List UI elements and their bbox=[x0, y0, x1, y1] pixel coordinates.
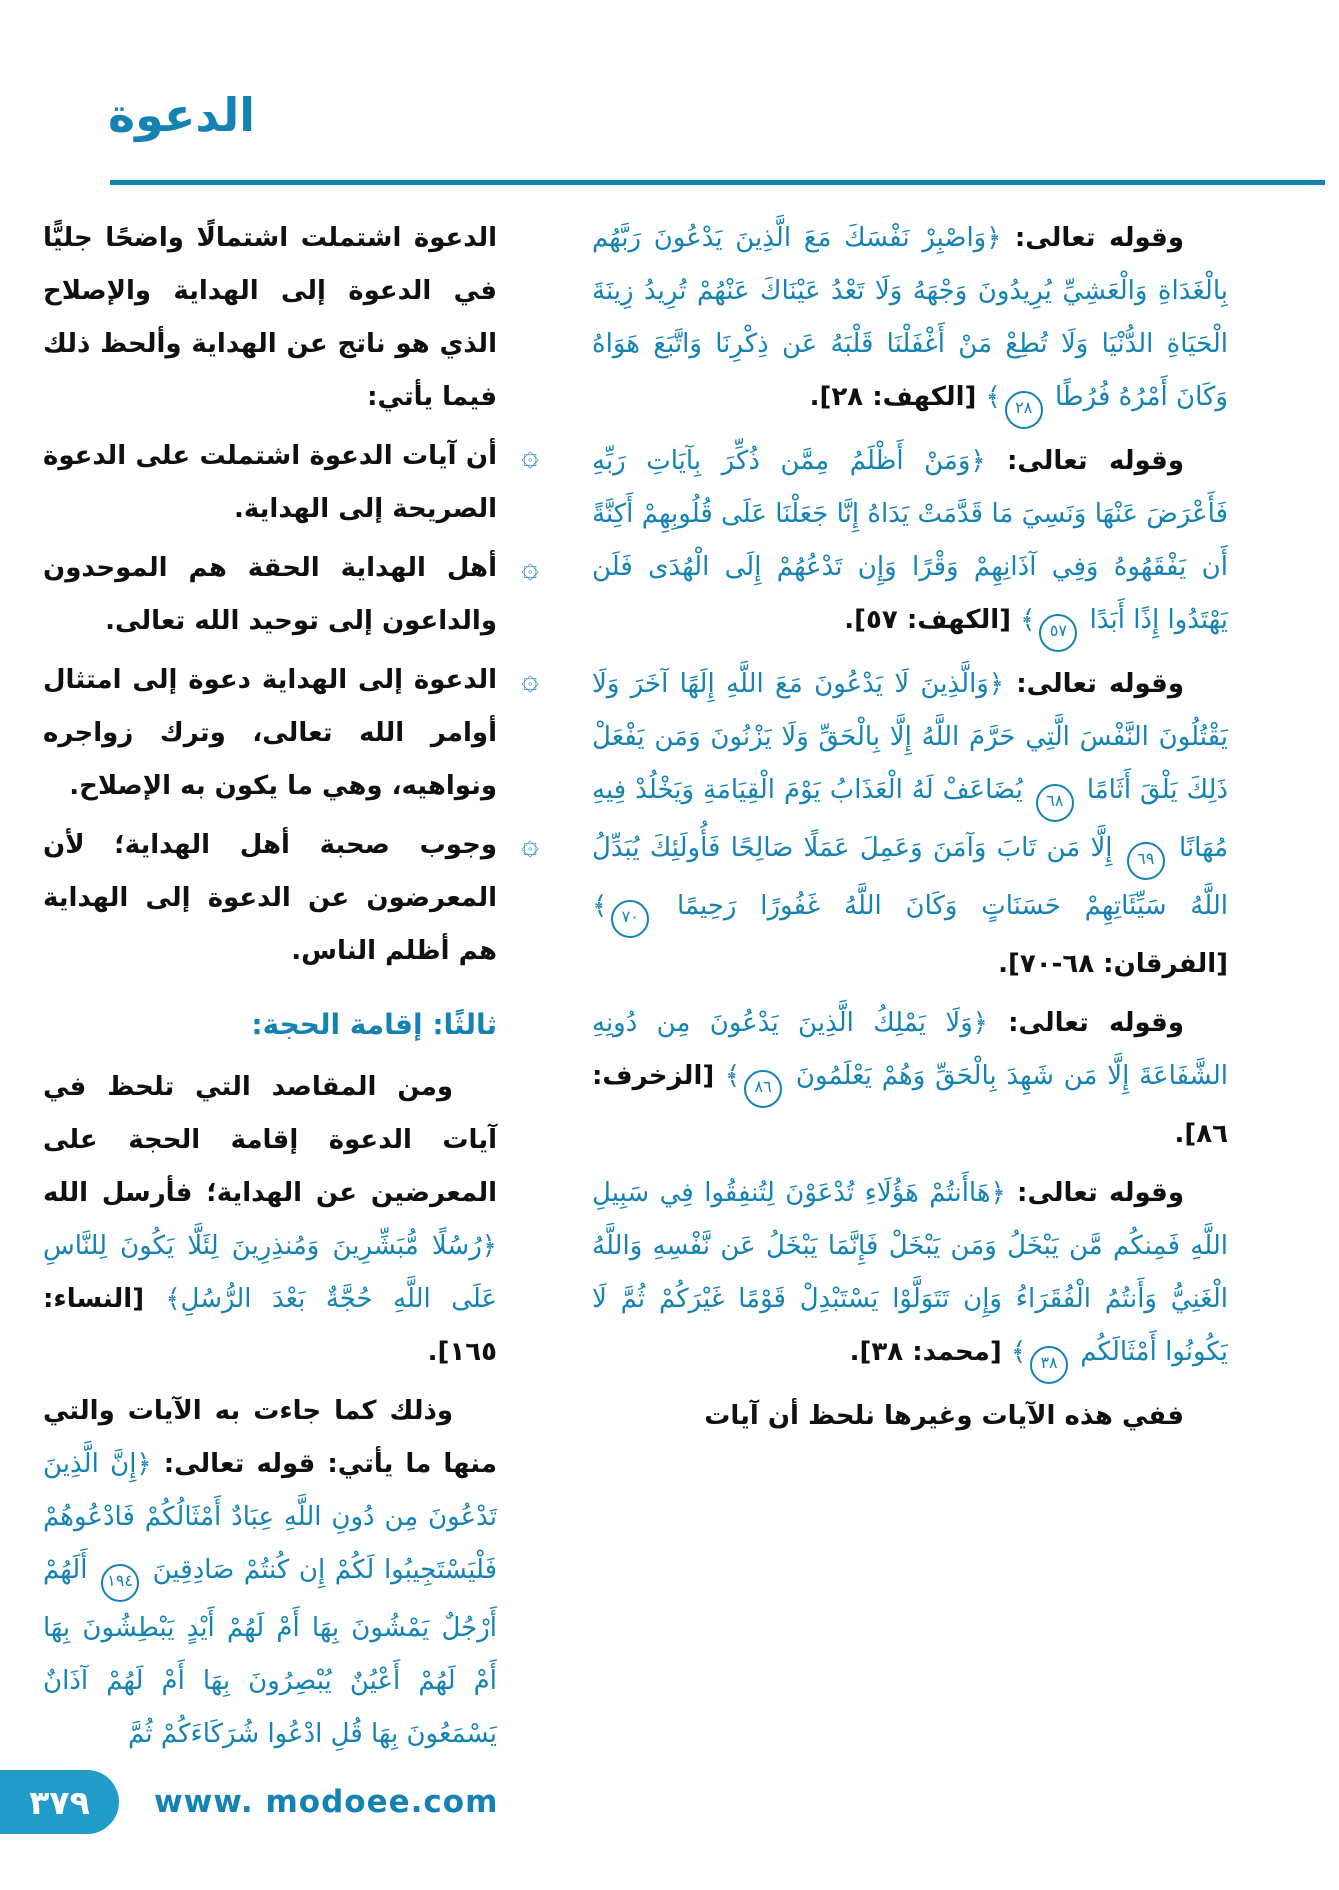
quran-verse-run: ﴿هَاأَنتُمْ هَؤُلَاءِ تُدْعَوْنَ لِتُنفِقُوا فِي سَبِيلِ اللَّهِ فَمِنكُم مَّن يَبْخَلُ وَمَن يَبْخَلْ فَإِنَّمَا يَبْخَلُ عَن نَّفْسِهِ وَاللَّهُ الْغَنِيُّ وَأَنتُمُ الْفُقَرَاءُ وَإِن تَتَوَلَّوْا يَسْتَبْدِلْ قَوْمًا غَيْرَكُمْ ثُمَّ لَا يَكُونُوا أَمْثَالَكُم bbox=[592, 1178, 1228, 1367]
page-number: ٣٧٩ bbox=[29, 1782, 90, 1822]
text-run: [النساء: ١٦٥]. bbox=[43, 1284, 497, 1367]
ayah-number-marker: ٧٠ bbox=[611, 900, 649, 938]
two-column-body bbox=[43, 212, 1228, 1760]
text-run: وقوله تعالى: bbox=[1005, 1178, 1184, 1208]
quran-verse-run: ﴿إِنَّ الَّذِينَ تَدْعُونَ مِن دُونِ اللَّهِ عِبَادٌ أَمْثَالُكُمْ فَادْعُوهُمْ فَلْيَسْتَجِيبُوا لَكُمْ إِن كُنتُمْ صَادِقِينَ bbox=[43, 1449, 498, 1585]
paragraph bbox=[43, 1061, 497, 1379]
rosette-bullet-icon: ۞ bbox=[521, 662, 539, 697]
quran-verse-run: ﴾ bbox=[1020, 605, 1036, 635]
quran-verse-run: ﴾ bbox=[724, 1061, 741, 1091]
text-run: وذلك كما جاءت به الآيات والتي منها ما يأتي: قوله تعالى: bbox=[43, 1396, 497, 1479]
ayah-number-marker: ٥٧ bbox=[1039, 614, 1077, 652]
ayah-number-marker: ٦٨ bbox=[1036, 784, 1074, 822]
quran-verse-run: أَلَهُمْ أَرْجُلٌ يَمْشُونَ بِهَا أَمْ لَهُمْ أَيْدٍ يَبْطِشُونَ بِهَا أَمْ لَهُمْ أَعْيُنٌ يُبْصِرُونَ بِهَا أَمْ لَهُمْ آذَانٌ يَسْمَعُونَ بِهَا قُلِ ادْعُوا شُرَكَاءَكُمْ ثُمَّ bbox=[43, 1555, 497, 1749]
bullet-item bbox=[43, 430, 539, 536]
text-run: ففي هذه الآيات وغيرها نلحظ أن آيات bbox=[704, 1401, 1184, 1431]
quran-verse-run: ﴾ bbox=[985, 382, 1001, 412]
text-run: وقوله تعالى: bbox=[985, 446, 1184, 476]
rosette-bullet-icon: ۞ bbox=[521, 827, 539, 862]
text-run: [الزخرف: ٨٦]. bbox=[592, 1061, 1228, 1149]
column-right bbox=[592, 212, 1228, 1760]
text-run: الدعوة إلى الهداية دعوة إلى امتثال أوامر الله تعالى، وترك زواجره ونواهيه، وهي ما يكون به الإصلاح. bbox=[43, 665, 497, 801]
paragraph bbox=[592, 997, 1228, 1161]
page-title: الدعوة bbox=[108, 88, 256, 142]
bullet-item bbox=[43, 542, 539, 648]
paragraph bbox=[592, 1167, 1228, 1384]
quran-verse-run: ﴾ bbox=[1010, 1337, 1027, 1367]
text-run: أهل الهداية الحقة هم الموحدون والداعون إلى توحيد الله تعالى. bbox=[43, 553, 497, 636]
quran-verse-run: ﴿وَلَا يَمْلِكُ الَّذِينَ يَدْعُونَ مِن دُونِهِ الشَّفَاعَةَ إِلَّا مَن شَهِدَ بِالْحَقِّ وَهُمْ يَعْلَمُونَ bbox=[592, 1008, 1228, 1091]
quran-verse-run: ﴿وَاصْبِرْ نَفْسَكَ مَعَ الَّذِينَ يَدْعُونَ رَبَّهُم بِالْغَدَاةِ وَالْعَشِيِّ يُرِيدُونَ وَجْهَهُ وَلَا تَعْدُ عَيْنَاكَ عَنْهُمْ تُرِيدُ زِينَةَ الْحَيَاةِ الدُّنْيَا وَلَا تُطِعْ مَنْ أَغْفَلْنَا قَلْبَهُ عَن ذِكْرِنَا وَاتَّبَعَ هَوَاهُ وَكَانَ أَمْرُهُ فُرُطًا bbox=[592, 223, 1228, 412]
quran-verse-run: ﴿رُسُلًا مُّبَشِّرِينَ وَمُنذِرِينَ لِئَلَّا يَكُونَ لِلنَّاسِ عَلَى اللَّهِ حُجَّةٌ بَعْدَ الرُّسُلِ﴾ bbox=[43, 1231, 497, 1314]
ayah-number-marker: ٢٨ bbox=[1005, 391, 1043, 429]
quran-verse-run: إِلَّا مَن تَابَ وَآمَنَ وَعَمِلَ عَمَلًا صَالِحًا فَأُولَئِكَ يُبَدِّلُ اللَّهُ سَيِّئَاتِهِمْ حَسَنَاتٍ وَكَانَ اللَّهُ غَفُورًا رَحِيمًا bbox=[592, 833, 1228, 921]
text-run: أن آيات الدعوة اشتملت على الدعوة الصريحة إلى الهداية. bbox=[43, 441, 497, 524]
text-run: [محمد: ٣٨]. bbox=[849, 1337, 1011, 1367]
paragraph bbox=[43, 1385, 497, 1760]
text-run: [الكهف: ٢٨]. bbox=[809, 382, 986, 412]
ayah-number-marker: ٨٦ bbox=[744, 1070, 782, 1108]
bullet-item bbox=[43, 654, 539, 813]
rosette-bullet-icon: ۞ bbox=[521, 438, 539, 473]
quran-verse-run: ﴾ bbox=[592, 891, 608, 921]
text-run: وقوله تعالى: bbox=[1001, 223, 1184, 253]
text-run: [الكهف: ٥٧]. bbox=[844, 605, 1021, 635]
ayah-number-marker: ٦٩ bbox=[1127, 842, 1165, 880]
header-rule bbox=[110, 180, 1325, 185]
ayah-number-marker: ٣٨ bbox=[1030, 1346, 1068, 1384]
paragraph bbox=[592, 435, 1228, 652]
quran-verse-run: يُضَاعَفْ لَهُ الْعَذَابُ يَوْمَ الْقِيَامَةِ وَيَخْلُدْ فِيهِ مُهَانًا bbox=[592, 775, 1228, 863]
website-footer: www. modoee.com bbox=[154, 1784, 499, 1820]
paragraph bbox=[43, 212, 497, 424]
paragraph bbox=[592, 212, 1228, 429]
text-run: وقوله تعالى: bbox=[1004, 669, 1184, 699]
ayah-number-marker: ١٩٤ bbox=[101, 1564, 139, 1602]
paragraph bbox=[592, 658, 1228, 991]
text-run: وقوله تعالى: bbox=[988, 1008, 1184, 1038]
text-run: وجوب صحبة أهل الهداية؛ لأن المعرضون عن الدعوة إلى الهداية هم أظلم الناس. bbox=[43, 830, 497, 966]
rosette-bullet-icon: ۞ bbox=[521, 550, 539, 585]
quran-verse-run: ﴿وَمَنْ أَظْلَمُ مِمَّن ذُكِّرَ بِآيَاتِ رَبِّهِ فَأَعْرَضَ عَنْهَا وَنَسِيَ مَا قَدَّمَتْ يَدَاهُ إِنَّا جَعَلْنَا عَلَى قُلُوبِهِمْ أَكِنَّةً أَن يَفْقَهُوهُ وَفِي آذَانِهِمْ وَقْرًا وَإِن تَدْعُهُمْ إِلَى الْهُدَى فَلَن يَهْتَدُوا إِذًا أَبَدًا bbox=[592, 446, 1228, 635]
bullet-item bbox=[43, 819, 539, 978]
text-run: الدعوة اشتملت اشتمالًا واضحًا جليًّا في الدعوة إلى الهداية والإصلاح الذي هو ناتج عن الهداية وألحظ ذلك فيما يأتي: bbox=[43, 223, 497, 412]
page-number-badge bbox=[0, 1770, 119, 1834]
column-left bbox=[43, 212, 543, 1760]
text-run: [الفرقان: ٦٨-٧٠]. bbox=[998, 949, 1228, 979]
heading-text: ثالثًا: إقامة الحجة: bbox=[251, 1008, 497, 1041]
text-run: ومن المقاصد التي تلحظ في آيات الدعوة إقامة الحجة على المعرضين عن الهداية؛ فأرسل الله bbox=[43, 1072, 497, 1208]
quran-verse-run: ﴿وَالَّذِينَ لَا يَدْعُونَ مَعَ اللَّهِ إِلَهًا آخَرَ وَلَا يَقْتُلُونَ النَّفْسَ الَّتِي حَرَّمَ اللَّهُ إِلَّا بِالْحَقِّ وَلَا يَزْنُونَ وَمَن يَفْعَلْ ذَلِكَ يَلْقَ أَثَامًا bbox=[592, 669, 1228, 805]
section-heading bbox=[43, 998, 497, 1053]
paragraph bbox=[592, 1390, 1228, 1443]
